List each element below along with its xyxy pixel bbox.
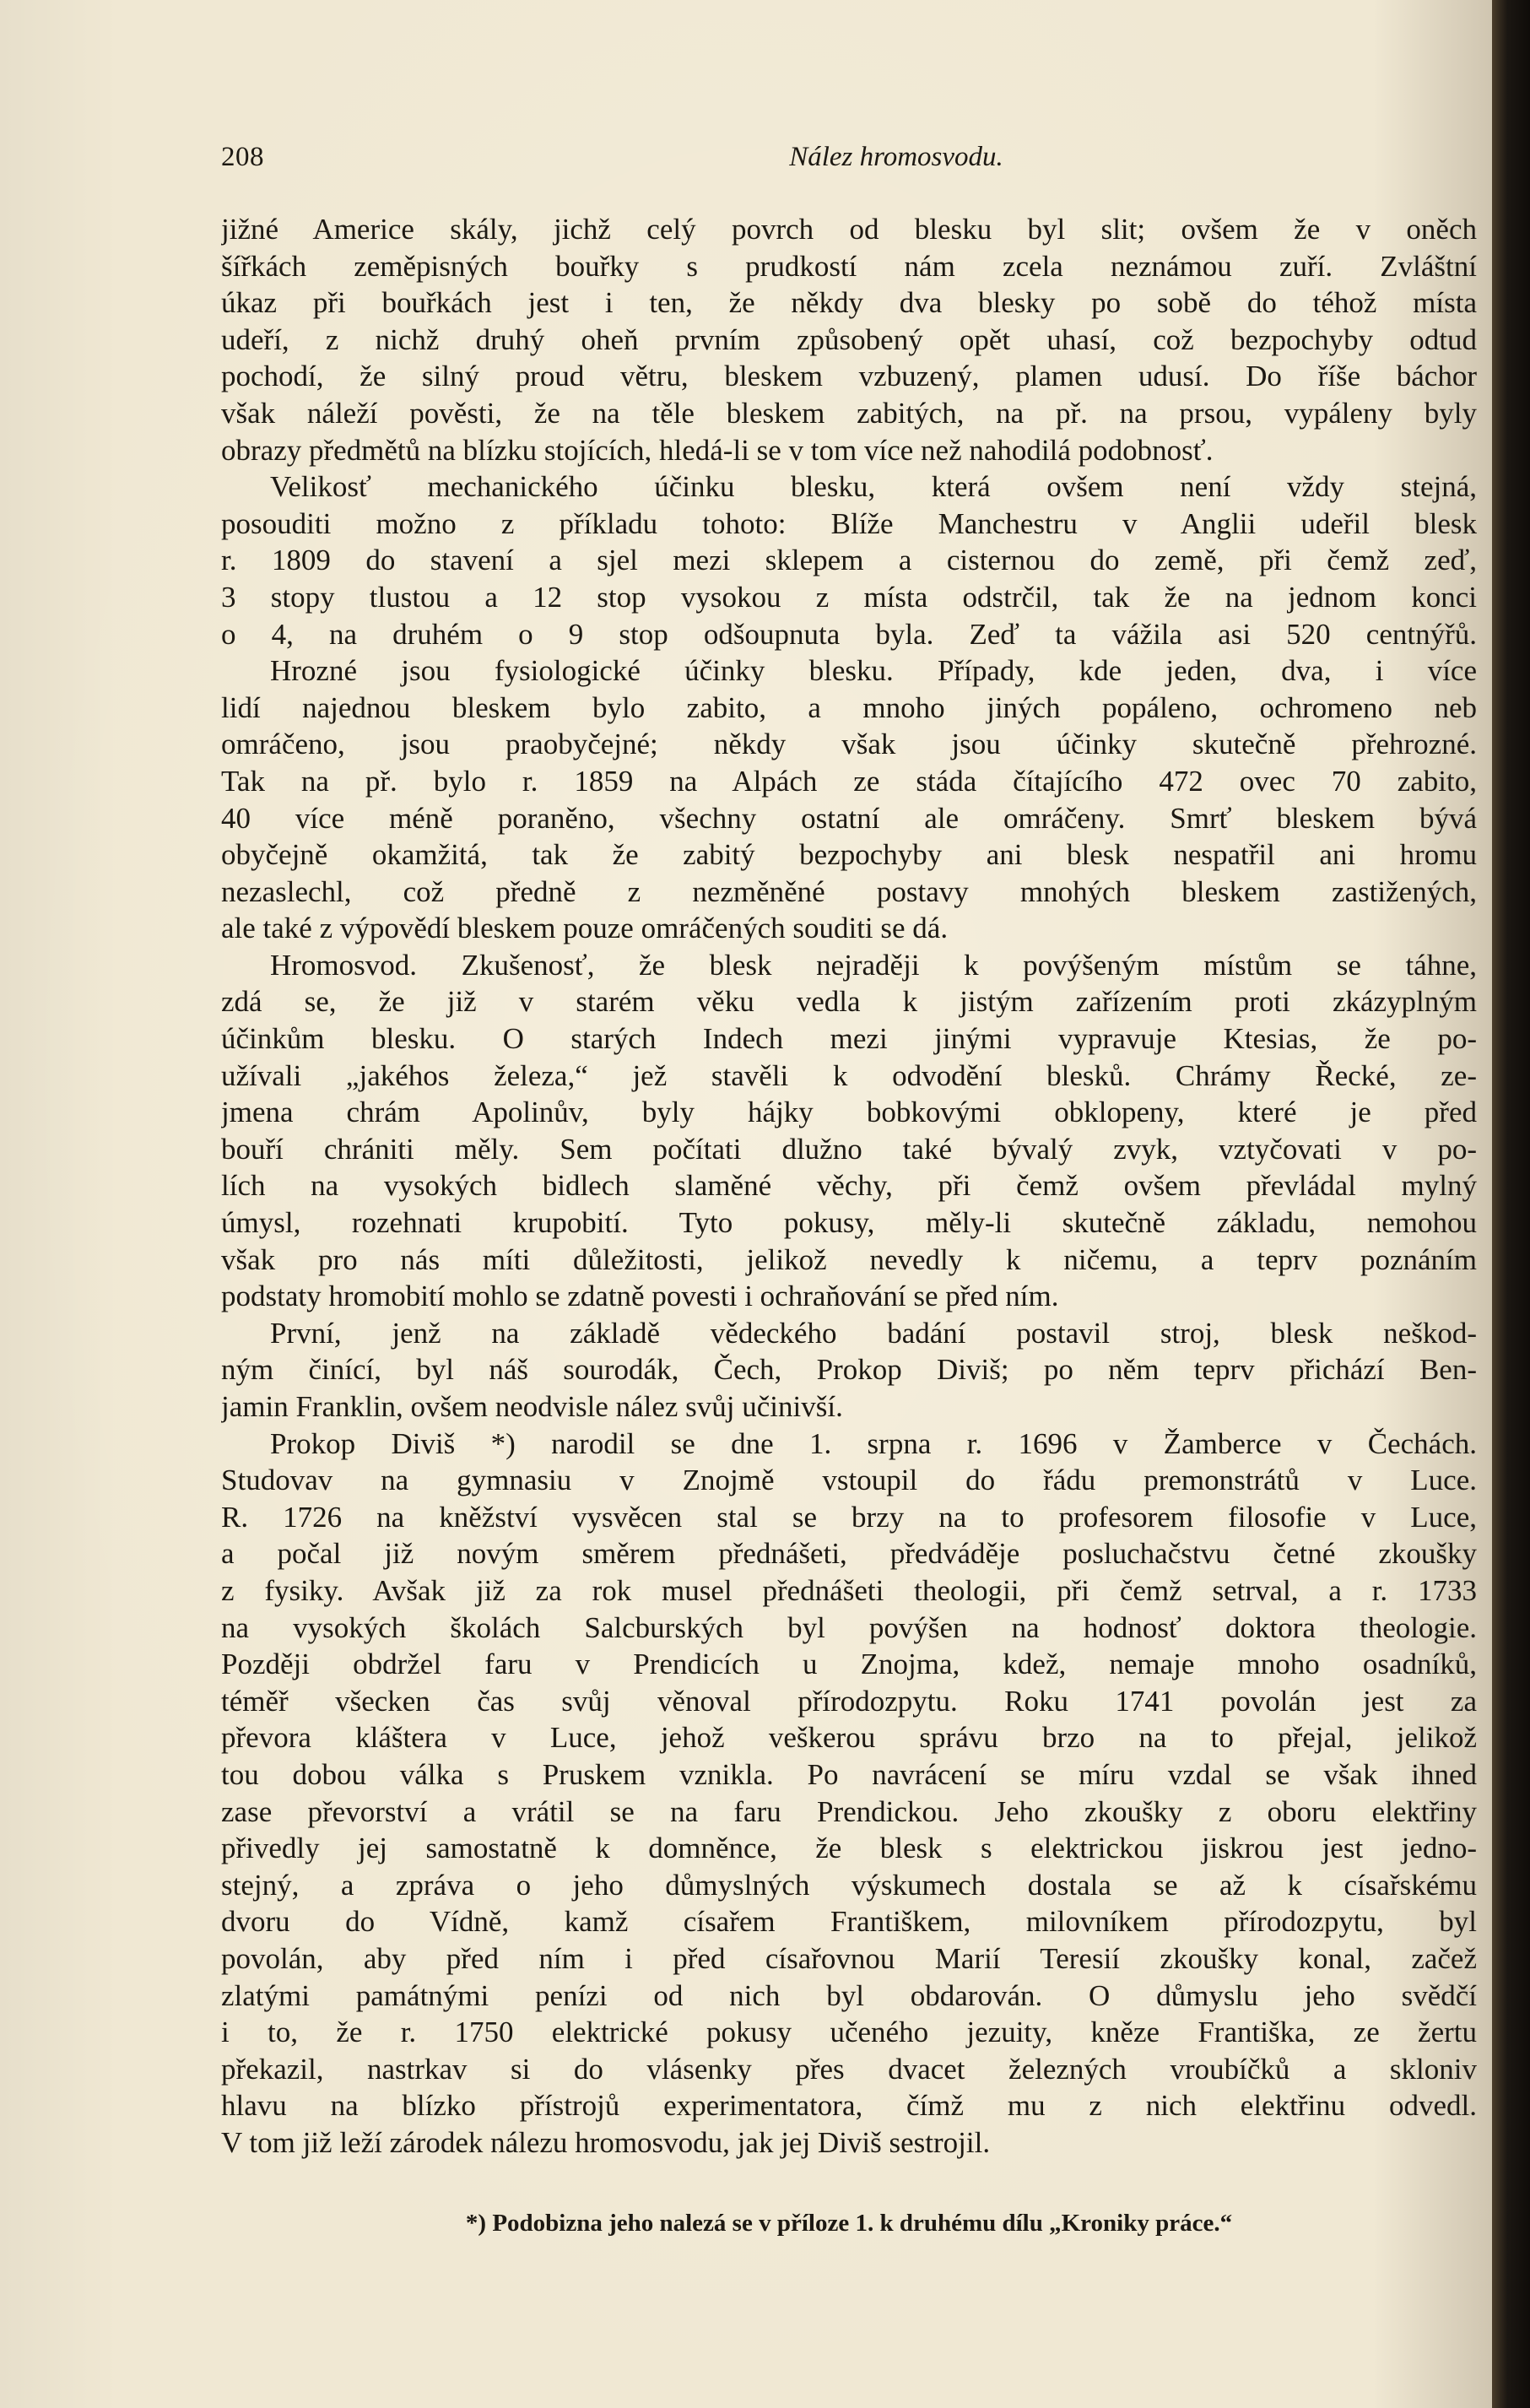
text-line: pochodí, že silný proud větru, bleskem vzbuzený, plamen udusí. Do říše báchor: [221, 360, 1477, 393]
text-line: Studovav na gymnasiu v Znojmě vstoupil do řádu premonstrátů v Luce.: [221, 1464, 1477, 1497]
text-line: V tom již leží zárodek nálezu hromosvodu, jak jej Diviš sestrojil.: [221, 2125, 991, 2159]
text-line: dvoru do Vídně, kamž císařem Františkem, milovníkem přírodozpytu, byl: [221, 1905, 1477, 1939]
text-line: z fysiky. Avšak již za rok musel přednášeti theologii, při čemž setrval, a r. 1733: [221, 1573, 1477, 1607]
text-line: úkaz při bouřkách jest i ten, že někdy dva blesky po sobě do téhož místa: [221, 286, 1477, 320]
text-line: hlavu na blízko přístrojů experimentatora, čímž mu z nich elektřinu odvedl.: [221, 2089, 1477, 2123]
text-line: ným činící, byl náš sourodák, Čech, Prokop Diviš; po něm teprv přichází Ben-: [221, 1353, 1477, 1387]
text-line: užívali „jakéhos železa,“ jež stavěli k odvodění blesků. Chrámy Řecké, ze-: [221, 1058, 1477, 1092]
page-header: [221, 133, 1479, 181]
text-line: tou dobou válka s Pruskem vznikla. Po navrácení se míru vzdal se však ihned: [221, 1757, 1477, 1791]
text-line: i to, že r. 1750 elektrické pokusy učeného jezuity, kněze Františka, ze žertu: [221, 2016, 1477, 2049]
text-line: r. 1809 do stavení a sjel mezi sklepem a cisternou do země, při čemž zeď,: [221, 544, 1477, 577]
text-line: Prokop Diviš *) narodil se dne 1. srpna r. 1696 v Žamberce v Čechách.: [270, 1426, 1477, 1460]
text-line: převora kláštera v Luce, jehož veškerou správu brzo na to přejal, jelikož: [221, 1721, 1477, 1755]
text-line: podstaty hromobití mohlo se zdatně povesti i ochraňování se před ním.: [221, 1280, 1059, 1313]
text-line: Velikosť mechanického účinku blesku, která ovšem není vždy stejná,: [270, 470, 1477, 504]
text-line: však náleží pověsti, že na těle bleskem zabitých, na př. na prsou, vypáleny byly: [221, 396, 1477, 430]
text-line: lích na vysokých bidlech slaměné věchy, při čemž ovšem převládal mylný: [221, 1169, 1477, 1203]
text-line: zdá se, že již v starém věku vedla k jistým zařízením proti zkázyplným: [221, 985, 1477, 1019]
footnote: *) Podobizna jeho nalezá se v příloze 1. k druhému dílu „Kroniky práce.“: [465, 2210, 1233, 2237]
text-line: však pro nás míti důležitosti, jelikož nevedly k ničemu, a teprv poznáním: [221, 1242, 1477, 1276]
text-line: nezaslechl, což předně z nezměněné postavy mnohých bleskem zastižených,: [221, 874, 1477, 908]
text-line: omráčeno, jsou praobyčejné; někdy však jsou účinky skutečně přehrozné.: [221, 728, 1477, 761]
text-line: účinkům blesku. O starých Indech mezi jinými vypravuje Ktesias, že po-: [221, 1022, 1477, 1056]
text-line: 3 stopy tlustou a 12 stop vysokou z místa odstrčil, tak že na jednom konci: [221, 580, 1477, 614]
running-title: Nález hromosvodu.: [789, 142, 1003, 172]
text-line: lidí najednou bleskem bylo zabito, a mnoho jiných popáleno, ochromeno neb: [221, 690, 1477, 724]
text-line: povolán, aby před ním i před císařovnou Marií Teresií zkoušky konal, začež: [221, 1941, 1477, 1975]
text-line: zlatými památnými penízi od nich byl obdarován. O důmyslu jeho svědčí: [221, 1978, 1477, 2012]
text-line: Později obdržel faru v Prendicích u Znojma, kdež, nemaje mnoho osadníků,: [221, 1648, 1477, 1681]
text-line: Hromosvod. Zkušenosť, že blesk nejraději k povýšeným místům se táhne,: [270, 948, 1477, 982]
text-line: obyčejně okamžitá, tak že zabitý bezpochyby ani blesk nespatřil ani hromu: [221, 838, 1477, 872]
text-line: úmysl, rozehnati krupobití. Tyto pokusy, měly-li skutečně základu, nemohou: [221, 1206, 1477, 1240]
page-number: 208: [221, 142, 264, 172]
text-line: jamin Franklin, ovšem neodvisle nález svůj učinivší.: [221, 1390, 843, 1423]
text-line: o 4, na druhém o 9 stop odšoupnuta byla. Zeď ta vážila asi 520 centnýřů.: [221, 617, 1477, 651]
text-line: na vysokých školách Salcburských byl povýšen na hodnosť doktora theologie.: [221, 1610, 1477, 1644]
text-line: překazil, nastrkav si do vlásenky přes dvacet železných vroubíčků a skloniv: [221, 2052, 1477, 2086]
text-line: R. 1726 na kněžství vysvěcen stal se brzy na to profesorem filosofie v Luce,: [221, 1500, 1477, 1534]
text-line: stejný, a zpráva o jeho důmyslných výskumech dostala se až k císařskému: [221, 1868, 1477, 1902]
book-gutter: [1492, 0, 1530, 2408]
text-line: zase převorství a vrátil se na faru Prendickou. Jeho zkoušky z oboru elektřiny: [221, 1794, 1477, 1828]
text-line: jižné Americe skály, jichž celý povrch od blesku byl slit; ovšem že v oněch: [221, 213, 1477, 246]
text-line: téměř všecken čas svůj věnoval přírodozpytu. Roku 1741 povolán jest za: [221, 1684, 1477, 1718]
text-line: Hrozné jsou fysiologické účinky blesku. Případy, kde jeden, dva, i více: [270, 654, 1477, 688]
text-line: přivedly jej samostatně k domněnce, že blesk s elektrickou jiskrou jest jedno-: [221, 1832, 1477, 1865]
text-line: bouří chrániti měly. Sem počítati dlužno také bývalý zvyk, vztyčovati v po-: [221, 1132, 1477, 1166]
text-line: obrazy předmětů na blízku stojících, hledá-li se v tom více než nahodilá podobnosť.: [221, 433, 1214, 467]
text-line: Tak na př. bylo r. 1859 na Alpách ze stáda čítajícího 472 ovec 70 zabito,: [221, 764, 1477, 798]
text-line: udeří, z nichž druhý oheň prvním způsobený opět uhasí, což bezpochyby odtud: [221, 322, 1477, 356]
text-line: jmena chrám Apolinův, byly hájky bobkovými obklopeny, které je před: [221, 1096, 1477, 1129]
body-text: [221, 211, 1477, 2161]
text-line: a počal již novým směrem přednášeti, předváděje posluchačstvu četné zkoušky: [221, 1537, 1477, 1571]
text-line: posouditi možno z příkladu tohoto: Blíže Manchestru v Anglii udeřil blesk: [221, 506, 1477, 540]
text-line: šířkách zeměpisných bouřky s prudkostí nám zcela neznámou zuří. Zvláštní: [221, 249, 1477, 283]
text-line: ale také z výpovědí bleskem pouze omráčených souditi se dá.: [221, 912, 949, 945]
text-line: 40 více méně poraněno, všechny ostatní ale omráčeny. Smrť bleskem bývá: [221, 801, 1477, 835]
text-line: První, jenž na základě vědeckého badání postavil stroj, blesk neškod-: [270, 1316, 1477, 1350]
